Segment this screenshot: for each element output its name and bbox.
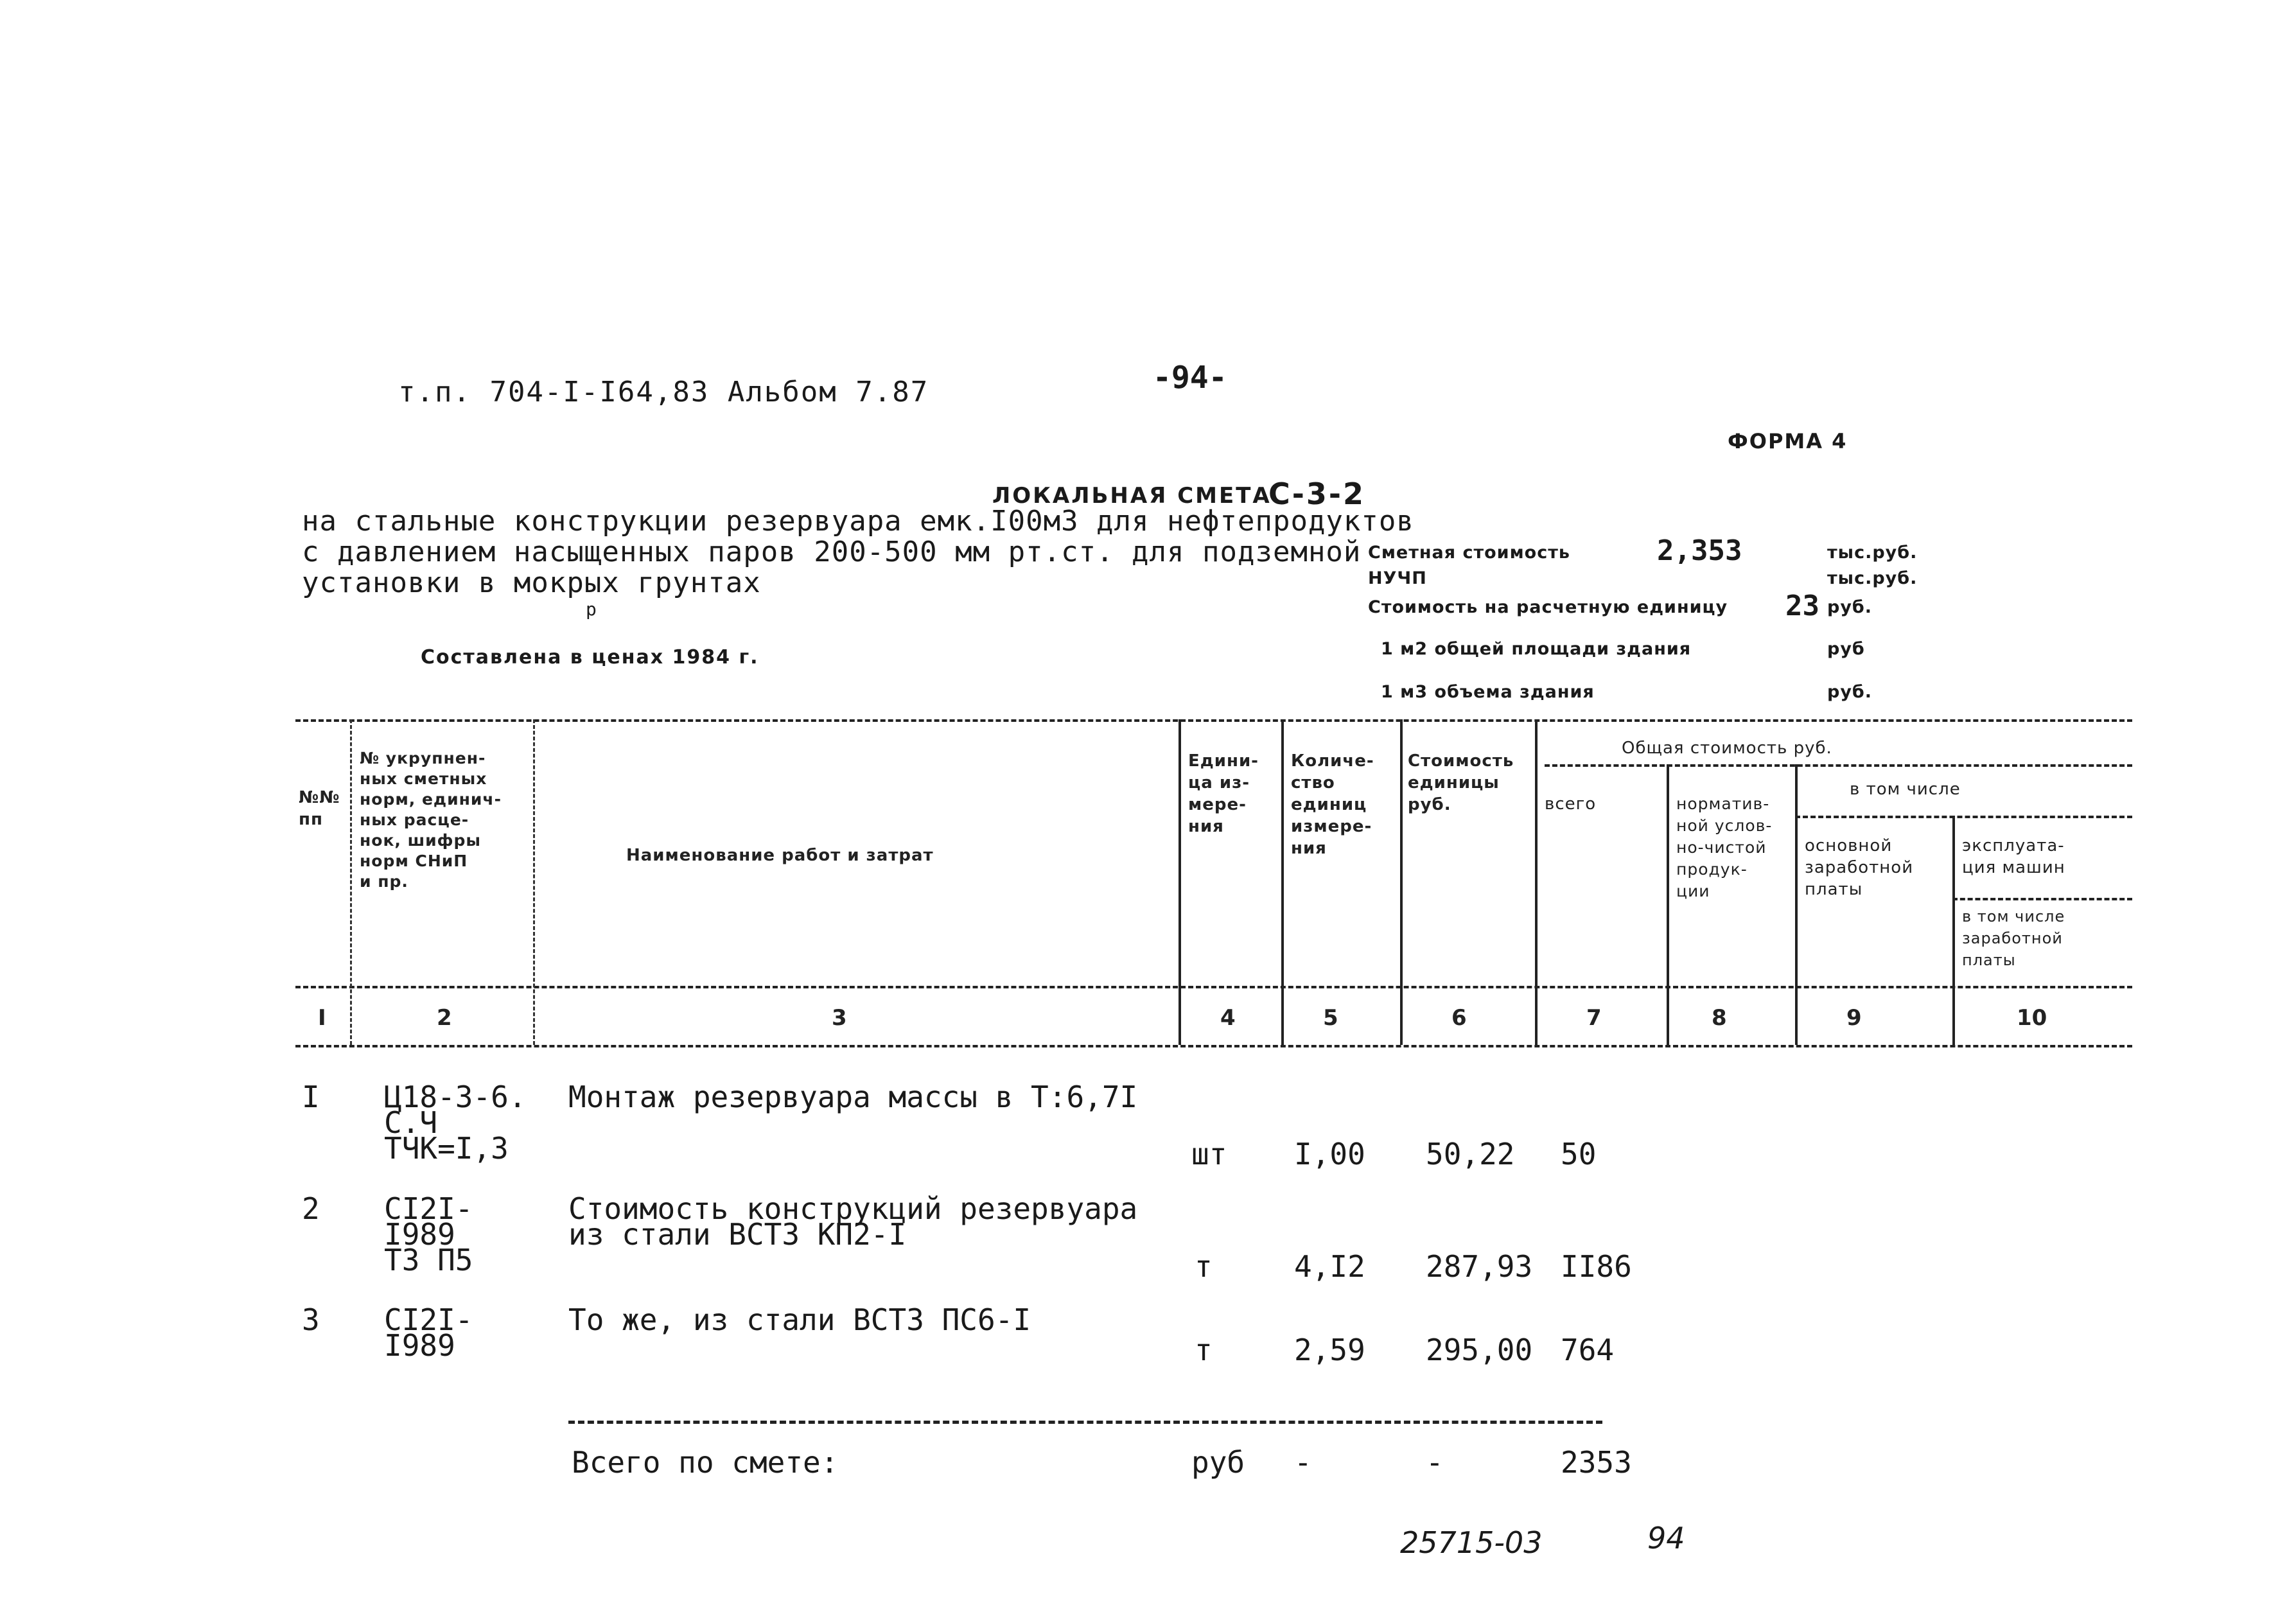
header-cell-total: всего (1545, 794, 1597, 814)
table-top-rule (295, 719, 2132, 722)
area-cost-label: 1 м2 общей площади здания (1381, 639, 1692, 659)
column-number: 7 (1586, 1005, 1602, 1031)
document-reference: т.п. 704-I-I64,83 Альбом 7.87 (398, 376, 929, 408)
col-divider (1667, 764, 1669, 1045)
row-code: Ц18-3-6. С.Ч ТЧК=I,3 (384, 1080, 527, 1166)
machines-sub-rule (1952, 898, 2132, 900)
row-unit-price: 50,22 (1426, 1137, 1515, 1171)
column-number: 3 (832, 1005, 847, 1031)
title-mark: р (586, 599, 597, 620)
row-name: Монтаж резервуара массы в Т:6,7I (568, 1080, 1138, 1114)
total-quantity: - (1294, 1445, 1312, 1480)
row-number: 2 (302, 1191, 320, 1226)
header-bottom-rule (295, 986, 2132, 988)
col-divider (1400, 719, 1403, 1045)
header-group-total: Общая стоимость руб. (1622, 739, 1832, 758)
archive-number: 25715-03 (1400, 1525, 1543, 1560)
row-number: I (302, 1080, 320, 1114)
volume-cost-unit: руб. (1827, 682, 1873, 702)
row-quantity: I,00 (1294, 1137, 1365, 1171)
nuchp-label: НУЧП (1368, 568, 1427, 588)
estimate-heading: ЛОКАЛЬНАЯ СМЕТА (992, 483, 1272, 509)
header-cell-qty: Количе- ство единиц измере- ния (1291, 751, 1374, 858)
col-divider (1952, 816, 1955, 1045)
row-total: 764 (1561, 1333, 1615, 1367)
total-sum: 2353 (1561, 1445, 1632, 1480)
header-cell-machines-salary: в том числе заработной платы (1962, 907, 2065, 969)
total-unit-price: - (1426, 1445, 1444, 1480)
column-number: 6 (1451, 1005, 1467, 1031)
unit-cost-value: 23 (1785, 590, 1819, 622)
col-divider (533, 719, 535, 1045)
header-cell-no: №№ пп (299, 788, 340, 829)
row-number: 3 (302, 1302, 320, 1337)
header-group-including: в том числе (1850, 780, 1961, 799)
row-quantity: 4,I2 (1294, 1249, 1365, 1284)
total-separator (568, 1421, 1602, 1424)
column-number: 9 (1846, 1005, 1862, 1031)
header-cell-machines: эксплуата- ция машин (1962, 836, 2065, 877)
col-divider (1281, 719, 1284, 1045)
form-label: ФОРМА 4 (1728, 429, 1848, 453)
estimate-title-line: установки в мокрых грунтах (302, 566, 761, 599)
column-number: 4 (1220, 1005, 1236, 1031)
column-number: 5 (1323, 1005, 1338, 1031)
unit-cost-unit: руб. (1827, 597, 1873, 617)
row-unit-price: 287,93 (1426, 1249, 1533, 1284)
estimated-cost-unit: тыс.руб. (1827, 543, 1918, 563)
estimate-title-line: с давлением насыщенных паров 200-500 мм рт.ст. для подземной (302, 536, 1362, 568)
group-rule (1545, 764, 2132, 767)
row-total: 50 (1561, 1137, 1597, 1171)
nuchp-unit: тыс.руб. (1827, 568, 1918, 588)
col-divider (1795, 764, 1798, 1045)
row-unit: т (1195, 1249, 1213, 1284)
estimated-cost-label: Сметная стоимость (1368, 543, 1570, 563)
numbers-bottom-rule (295, 1045, 2132, 1047)
prices-note: Составлена в ценах 1984 г. (421, 646, 759, 669)
volume-cost-label: 1 м3 объема здания (1381, 682, 1595, 702)
row-code: CI2I- I989 (384, 1302, 473, 1363)
area-cost-unit: руб (1827, 639, 1865, 659)
total-label: Всего по смете: (572, 1445, 839, 1480)
header-cell-code: № укрупнен- ных сметных норм, единич- ных расце- нок, шифры норм СНиП и пр. (360, 749, 502, 891)
unit-cost-label: Стоимость на расчетную единицу (1368, 597, 1728, 617)
row-code: CI2I- I989 Т3 П5 (384, 1191, 473, 1277)
col-divider (1179, 719, 1181, 1045)
header-cell-price: Стоимость единицы руб. (1408, 751, 1514, 814)
header-cell-unit: Едини- ца из- мере- ния (1188, 751, 1259, 836)
estimate-code: С-3-2 (1268, 477, 1365, 511)
header-cell-nuchp: норматив- ной услов- но-чистой продук- ции (1676, 794, 1773, 900)
archive-page-number: 94 (1647, 1521, 1685, 1555)
row-unit: шт (1191, 1137, 1227, 1171)
column-number: 8 (1712, 1005, 1727, 1031)
header-cell-salary: основной заработной платы (1805, 836, 1914, 899)
column-number: 2 (437, 1005, 452, 1031)
total-unit: руб (1191, 1445, 1245, 1480)
row-total: II86 (1561, 1249, 1632, 1284)
column-number: I (318, 1005, 326, 1031)
page-number: -94- (1153, 360, 1227, 396)
row-name: То же, из стали ВСТ3 ПС6-I (568, 1302, 1031, 1337)
estimate-title-line: на стальные конструкции резервуара емк.I00м3 для нефтепродуктов (302, 505, 1414, 538)
estimated-cost-value: 2,353 (1657, 534, 1742, 567)
subgroup-rule (1795, 816, 2132, 818)
row-unit: т (1195, 1333, 1213, 1367)
row-name: Стоимость конструкций резервуара из стали ВСТ3 КП2-I (568, 1191, 1138, 1252)
col-divider (350, 719, 352, 1045)
row-quantity: 2,59 (1294, 1333, 1365, 1367)
header-cell-name: Наименование работ и затрат (626, 846, 934, 865)
column-number: 10 (2017, 1005, 2047, 1031)
col-divider (1535, 719, 1538, 1045)
row-unit-price: 295,00 (1426, 1333, 1533, 1367)
